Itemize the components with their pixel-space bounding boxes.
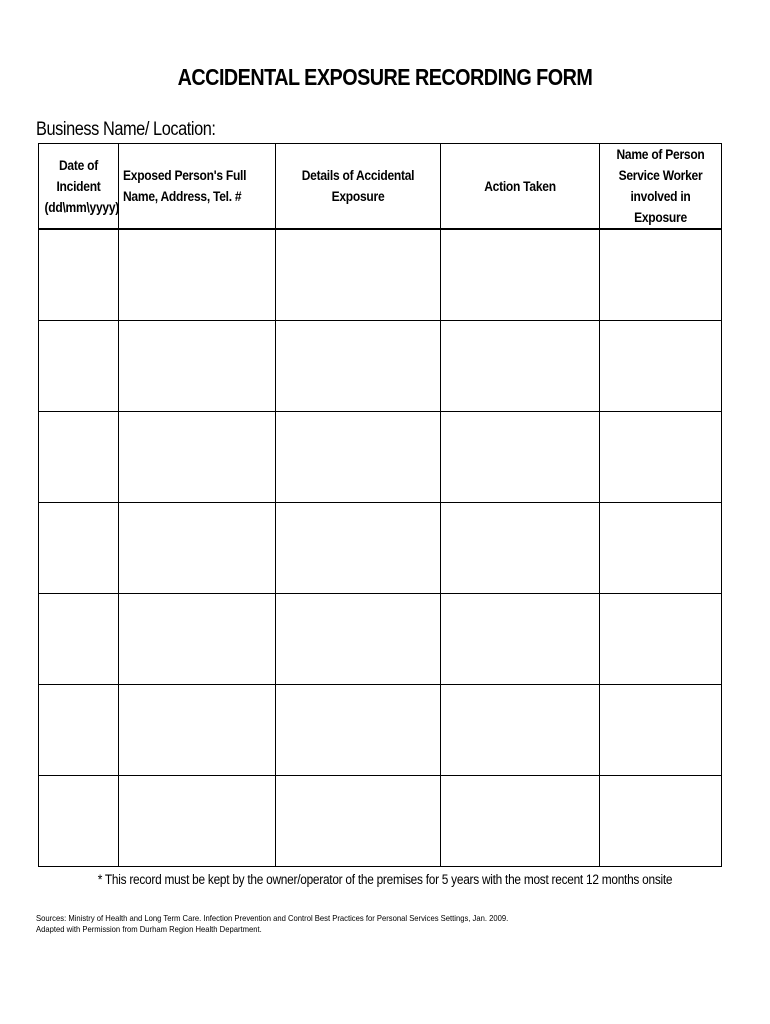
retention-note: * This record must be kept by the owner/operator of the premises for 5 years with the most recent 12 months onsite xyxy=(97,872,673,887)
service-worker-cell[interactable] xyxy=(600,594,722,685)
business-name-label: Business Name/ Location: xyxy=(36,119,216,140)
date-cell[interactable] xyxy=(39,685,119,776)
date-cell[interactable] xyxy=(39,321,119,412)
form-title: ACCIDENTAL EXPOSURE RECORDING FORM xyxy=(177,64,593,90)
exposed-person-cell[interactable] xyxy=(119,594,276,685)
table-row xyxy=(39,321,722,412)
action-taken-cell[interactable] xyxy=(441,229,600,321)
table-header-row xyxy=(39,144,722,230)
date-cell[interactable] xyxy=(39,412,119,503)
exposure-record-table xyxy=(38,143,722,867)
details-cell[interactable] xyxy=(276,594,441,685)
exposed-person-cell[interactable] xyxy=(119,776,276,867)
date-cell[interactable] xyxy=(39,503,119,594)
exposed-person-cell[interactable] xyxy=(119,412,276,503)
service-worker-cell[interactable] xyxy=(600,776,722,867)
service-worker-cell[interactable] xyxy=(600,503,722,594)
action-taken-cell[interactable] xyxy=(441,503,600,594)
table-row xyxy=(39,594,722,685)
column-header-service-worker: Name of Person Service Worker involved in Exposure xyxy=(600,144,722,230)
exposed-person-cell[interactable] xyxy=(119,321,276,412)
column-header-action-taken: Action Taken xyxy=(441,144,600,230)
action-taken-cell[interactable] xyxy=(441,321,600,412)
sources-line: Sources: Ministry of Health and Long Term Care. Infection Prevention and Control Best Practices for Personal Services Settings, Jan. 2009. xyxy=(36,913,509,923)
details-cell[interactable] xyxy=(276,321,441,412)
details-cell[interactable] xyxy=(276,412,441,503)
date-cell[interactable] xyxy=(39,229,119,321)
action-taken-cell[interactable] xyxy=(441,412,600,503)
details-cell[interactable] xyxy=(276,685,441,776)
table-row xyxy=(39,776,722,867)
table-row xyxy=(39,503,722,594)
adapted-line: Adapted with Permission from Durham Region Health Department. xyxy=(36,924,262,934)
table-row xyxy=(39,229,722,321)
details-cell[interactable] xyxy=(276,776,441,867)
table-row xyxy=(39,412,722,503)
service-worker-cell[interactable] xyxy=(600,412,722,503)
table-row xyxy=(39,685,722,776)
action-taken-cell[interactable] xyxy=(441,685,600,776)
date-cell[interactable] xyxy=(39,776,119,867)
details-cell[interactable] xyxy=(276,229,441,321)
column-header-date: Date of Incident (dd\mm\yyyy) xyxy=(39,144,119,230)
column-header-exposed-person: Exposed Person's Full Name, Address, Tel. # xyxy=(119,144,276,230)
service-worker-cell[interactable] xyxy=(600,321,722,412)
date-cell[interactable] xyxy=(39,594,119,685)
action-taken-cell[interactable] xyxy=(441,776,600,867)
service-worker-cell[interactable] xyxy=(600,229,722,321)
service-worker-cell[interactable] xyxy=(600,685,722,776)
column-header-details: Details of Accidental Exposure xyxy=(276,144,441,230)
sources-note xyxy=(36,913,508,935)
exposed-person-cell[interactable] xyxy=(119,229,276,321)
exposed-person-cell[interactable] xyxy=(119,503,276,594)
details-cell[interactable] xyxy=(276,503,441,594)
exposed-person-cell[interactable] xyxy=(119,685,276,776)
action-taken-cell[interactable] xyxy=(441,594,600,685)
